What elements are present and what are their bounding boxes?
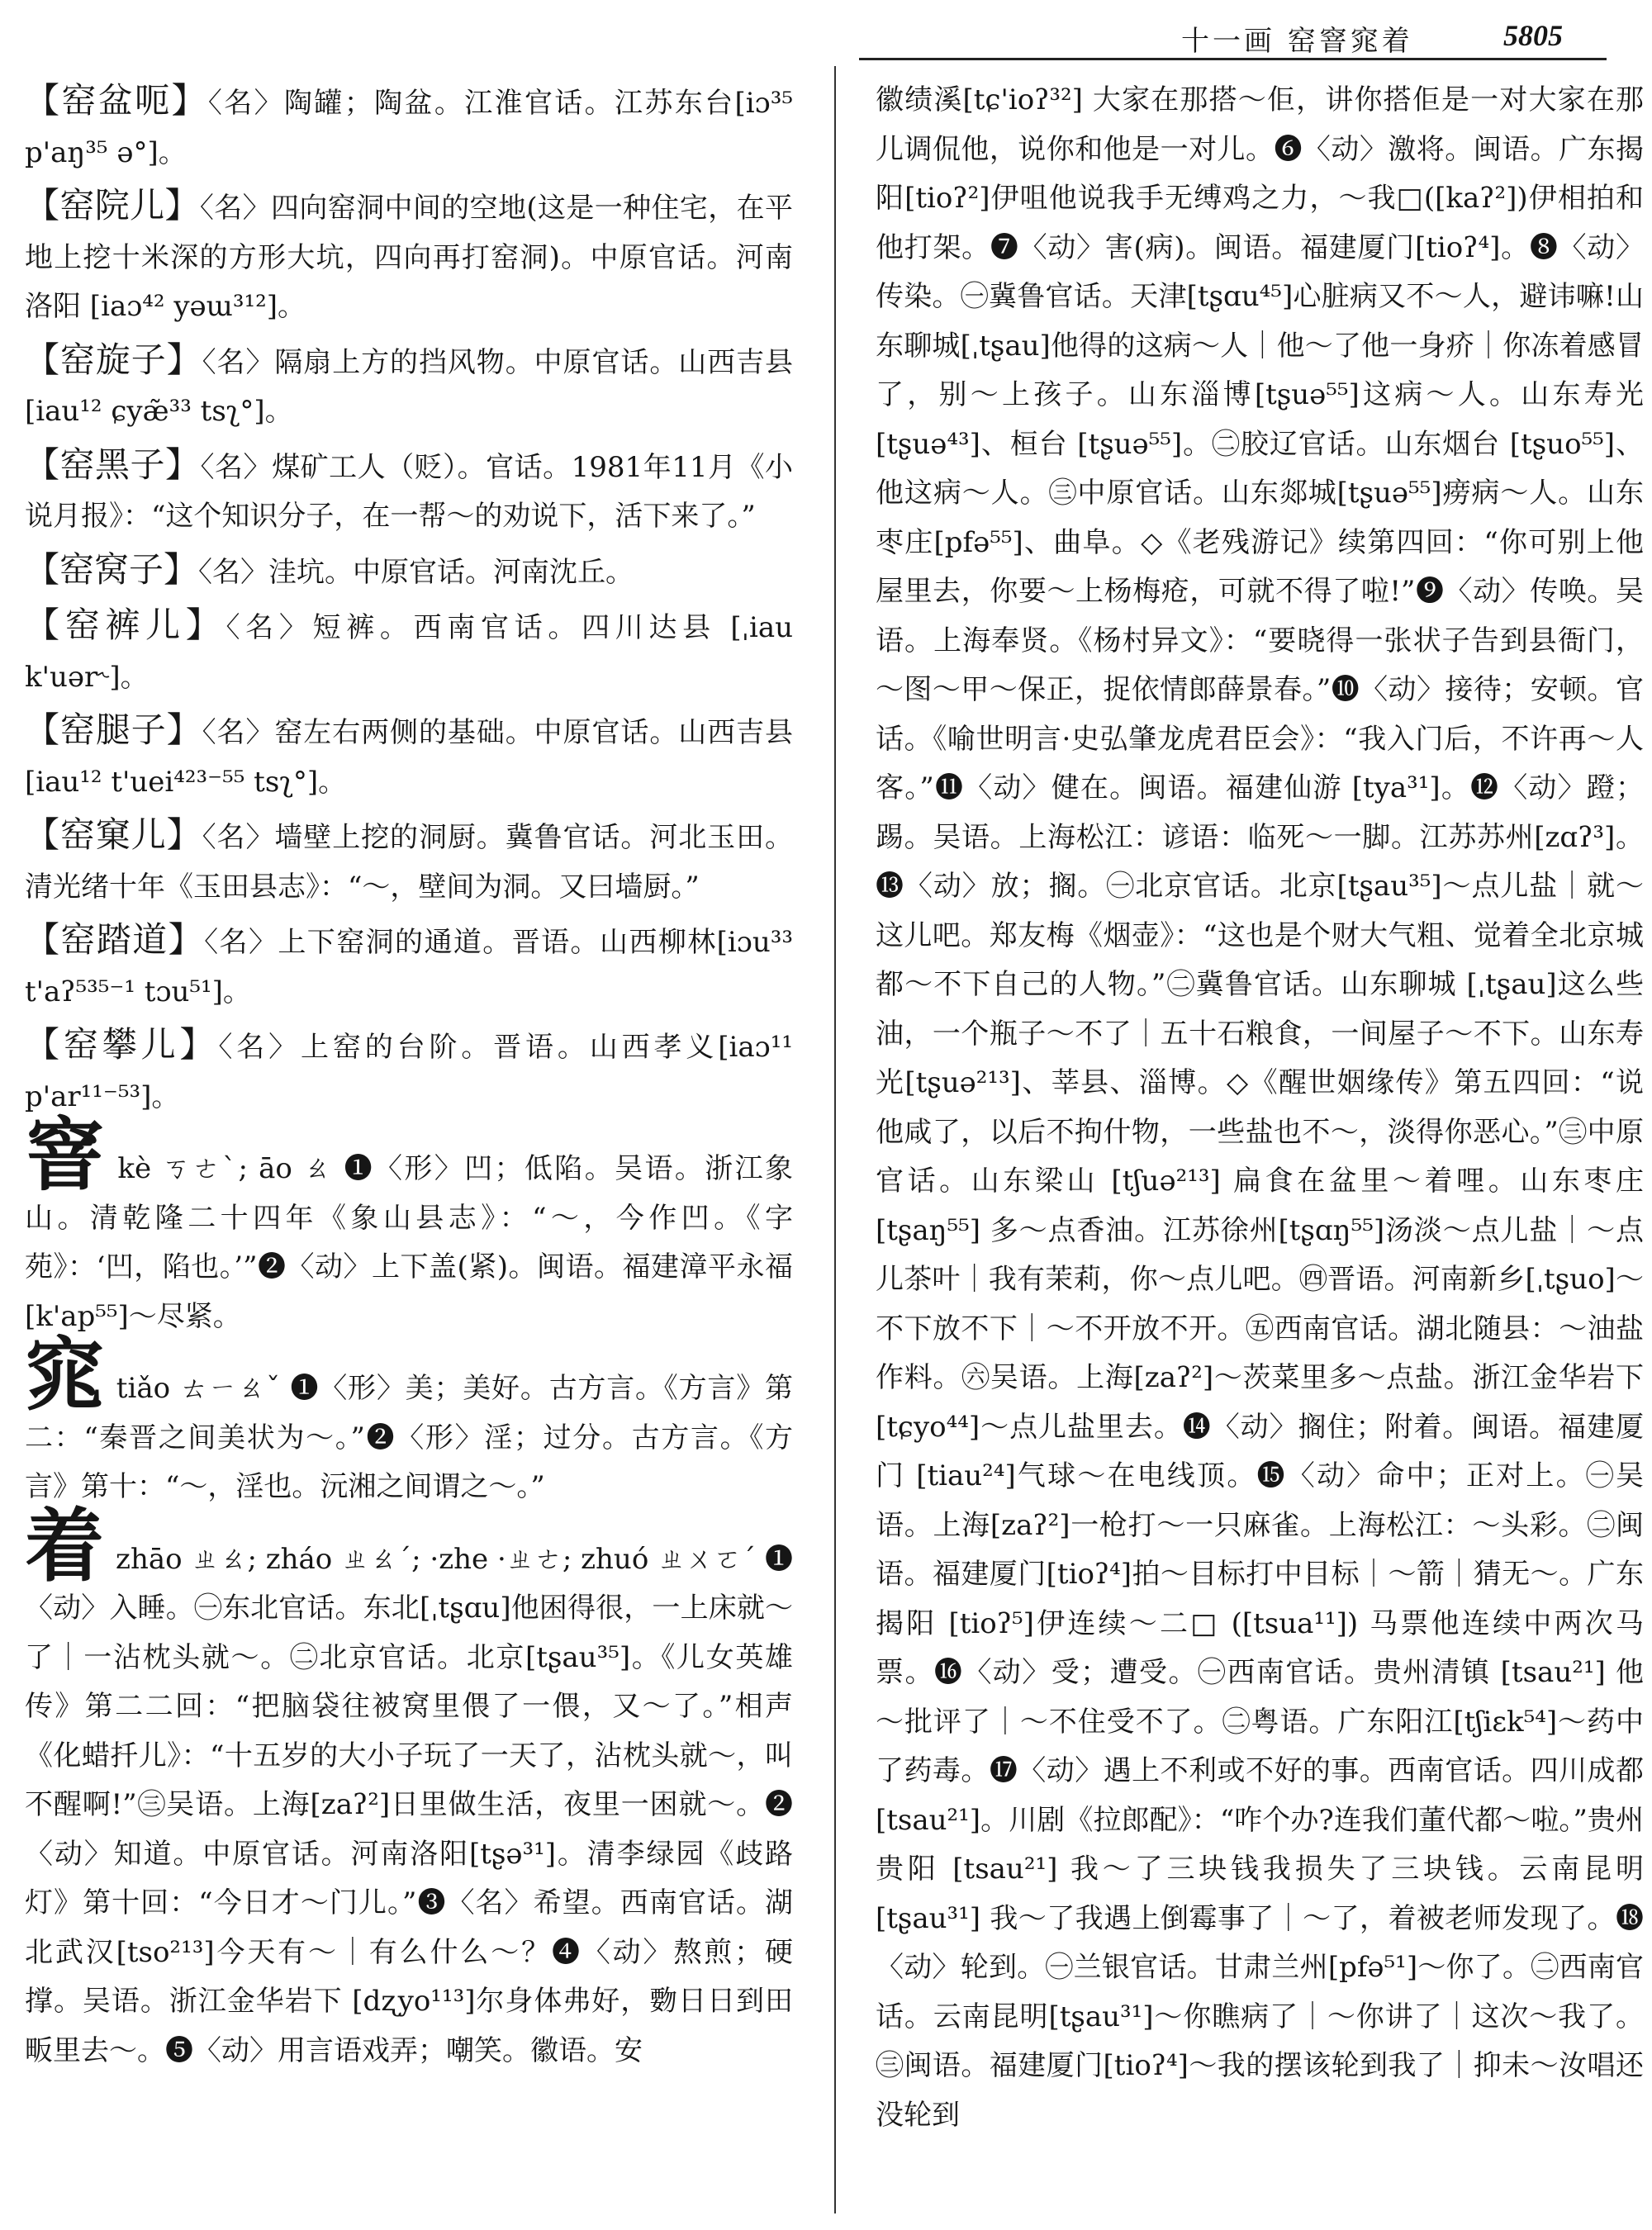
- entry-headword: 【窑攀儿】: [25, 1024, 219, 1065]
- entry-headword: 【窑踏道】: [25, 919, 205, 960]
- left-column: [25, 76, 793, 2079]
- entry-headword: 【窑旋子】: [25, 339, 202, 380]
- dictionary-entry: [25, 915, 793, 1017]
- column-divider: [834, 66, 836, 2213]
- entry-headword: 【窑腿子】: [25, 709, 202, 750]
- entry-headword: 【窑裤儿】: [25, 605, 226, 645]
- character-entry: [25, 1498, 794, 2076]
- dictionary-entry: [25, 600, 793, 702]
- character-definition: kè ㄎㄜˋ; āo ㄠ ❶〈形〉凹；低陷。吴语。浙江象山。清乾隆二十四年《象山县志》：“～，今作凹。《字苑》：‘凹，陷也。’”❷〈动〉上下盖(紧)。闽语。福建漳平永福[k'ap⁵⁵]～尽紧。: [25, 1152, 793, 1333]
- character-headword: 窕: [25, 1328, 105, 1421]
- entry-definition: 〈名〉窑左右两侧的基础。中原官话。山西吉县[iau¹² t'uei⁴²³⁻⁵⁵ tsʅ°]。: [25, 716, 793, 799]
- entry-headword: 【窑窠儿】: [25, 814, 202, 855]
- dictionary-entry: [25, 1020, 793, 1122]
- dictionary-entry: [25, 440, 793, 542]
- character-definition: zhāo ㄓㄠ; zháo ㄓㄠˊ; ·zhe ·ㄓㄜ; zhuó ㄓㄨㄛˊ ❶〈动〉入睡。㊀东北官话。东北[ˌtʂɑu]他困得很，一上床就～了｜一沾枕头就～。㊁北京官话。北京[tʂau³⁵]。《儿女英雄传》第二二回：“把脑袋往被窝里偎了一偎，又～了。”相声《化蜡扦儿》：“十五岁的大小子玩了一天了，沾枕头就～，叫不醒啊!”㊂吴语。上海[zaʔ²]日里做生活，夜里一困就～。❷〈动〉知道。中原官话。河南洛阳[tʂə³¹]。清李绿园《歧路灯》第十回：“今日才～门儿。”❸〈名〉希望。西南官话。湖北武汉[tso²¹³]今天有～｜有么什么～？❹〈动〉熬煎；硬撑。吴语。浙江金华岩下 [dʐyo¹¹³]尔身体弗好，覅日日到田畈里去～。❺〈动〉用言语戏弄；嘲笑。徽语。安: [25, 1542, 794, 2067]
- entry-definition: 〈名〉陶罐；陶盆。江淮官话。江苏东台[iɔ³⁵ p'aŋ³⁵ ə°]。: [25, 87, 793, 169]
- dictionary-entry: [25, 76, 793, 178]
- entry-definition: 〈名〉短裤。西南官话。四川达县 [ˌiau k'uər˞]。: [25, 611, 793, 694]
- character-entry: [25, 1108, 793, 1341]
- entry-definition: 〈名〉上窑的台阶。晋语。山西孝义[iaɔ¹¹ p'ar¹¹⁻⁵³]。: [25, 1031, 793, 1113]
- entry-definition: 〈名〉四向窑洞中间的空地(这是一种住宅，在平地上挖十米深的方形大坑，四向再打窑洞)。中原官话。河南洛阳 [iaɔ⁴² yəɯ³¹²]。: [25, 192, 793, 323]
- entry-definition: 〈名〉隔扇上方的挡风物。中原官话。山西吉县[iau¹² ɕyæ̃³³ tsʅ°]。: [25, 345, 793, 428]
- entry-headword: 【窑院儿】: [25, 185, 200, 225]
- page-header: [859, 12, 1602, 58]
- character-entry: [25, 1328, 793, 1512]
- dictionary-entry: [25, 810, 793, 912]
- entry-continuation: 徽绩溪[tɕ'ioʔ³²] 大家在那搭～佢，讲你搭佢是一对大家在那儿调侃他，说你和他是一对儿。❻〈动〉激将。闽语。广东揭阳[tioʔ²]伊咀他说我手无缚鸡之力，～我□([kaʔ²])伊相拍和他打架。❼〈动〉害(病)。闽语。福建厦门[tioʔ⁴]。❽〈动〉传染。㊀冀鲁官话。天津[tʂɑu⁴⁵]心脏病又不～人，避讳嘛!山东聊城[ˌtʂau]他得的这病～人｜他～了他一身疥｜你冻着感冒了，别～上孩子。山东淄博[tʂuə⁵⁵]这病～人。山东寿光[tʂuə⁴³]、桓台 [tʂuə⁵⁵]。㊁胶辽官话。山东烟台 [tʂuo⁵⁵]、他这病～人。㊂中原官话。山东郯城[tʂuə⁵⁵]痨病～人。山东枣庄[pfə⁵⁵]、曲阜。◇《老残游记》续第四回：“你可别上他屋里去，你要～上杨梅疮，可就不得了啦!”❾〈动〉传唤。吴语。上海奉贤。《杨村异文》：“要晓得一张状子告到县衙门，～图～甲～保正，捉依情郎薛景春。”❿〈动〉接待；安顿。官话。《喻世明言·史弘肇龙虎君臣会》：“我入门后，不许再～人客。”⓫〈动〉健在。闽语。福建仙游 [tya³¹]。⓬〈动〉蹬；踢。吴语。上海松江：谚语：临死～一脚。江苏苏州[zɑʔ³]。⓭〈动〉放；搁。㊀北京官话。北京[tʂau³⁵]～点儿盐｜就～这儿吧。郑友梅《烟壶》：“这也是个财大气粗、觉着全北京城都～不下自己的人物。”㊁冀鲁官话。山东聊城 [ˌtʂau]这么些油，一个瓶子～不了｜五十石粮食，一间屋子～不下。山东寿光[tʂuə²¹³]、莘县、淄博。◇《醒世姻缘传》第五四回：“说他咸了，以后不拘什物，一些盐也不～，淡得你恶心。”㊂中原官话。山东梁山 [tʃuə²¹³] 扁食在盆里～着哩。山东枣庄[tʂaŋ⁵⁵] 多～点香油。江苏徐州[tʂɑŋ⁵⁵]汤淡～点儿盐｜～点儿茶叶｜我有茉莉，你～点儿吧。㊃晋语。河南新乡[ˌtʂuo]～不下放不下｜～不开放不开。㊄西南官话。湖北随县：～油盐作料。㊅吴语。上海[zaʔ²]～茨菜里多～点盐。浙江金华岩下[tɕyo⁴⁴]～点儿盐里去。⓮〈动〉搁住；附着。闽语。福建厦门 [tiau²⁴]气球～在电线顶。⓯〈动〉命中；正对上。㊀吴语。上海[zaʔ²]一枪打～一只麻雀。上海松江：～头彩。㊁闽语。福建厦门[tioʔ⁴]拍～目标打中目标｜～箭｜猜无～。广东揭阳 [tioʔ⁵]伊连续～二□ ([tsua¹¹]) 马票他连续中两次马票。⓰〈动〉受；遭受。㊀西南官话。贵州清镇 [tsau²¹] 他～批评了｜～不住受不了。㊁粤语。广东阳江[tʃiɛk⁵⁴]～药中了药毒。⓱〈动〉遇上不利或不好的事。西南官话。四川成都[tsau²¹]。川剧《拉郎配》：“咋个办?连我们董代都～啦。”贵州贵阳 [tsau²¹] 我～了三块钱我损失了三块钱。云南昆明 [tʂau³¹] 我～了我遇上倒霉事了｜～了，着被老师发现了。⓲〈动〉轮到。㊀兰银官话。甘肃兰州[pfə⁵¹]～你了。㊁西南官话。云南昆明[tʂau³¹]～你瞧病了｜～你讲了｜这次～我了。㊂闽语。福建厦门[tioʔ⁴]～我的摆该轮到我了｜抑未～汝唱还没轮到: [876, 83, 1644, 2132]
- right-column: [876, 76, 1644, 2140]
- character-headword: 窨: [25, 1108, 107, 1202]
- page-number: 5805: [1503, 19, 1563, 52]
- dictionary-entry: [25, 181, 793, 332]
- entry-definition: 〈名〉煤矿工人（贬）。官话。1981年11月《小说月报》：“这个知识分子，在一帮～的劝说下，活下来了。”: [25, 450, 793, 533]
- running-title: 十一画 窑窨窕着: [1181, 25, 1413, 58]
- entry-headword: 【窑盆呃】: [25, 80, 208, 121]
- dictionary-entry: [25, 545, 793, 598]
- entry-definition: 〈名〉洼坑。中原官话。河南沈丘。: [198, 555, 634, 589]
- dictionary-entry: [25, 335, 793, 437]
- entry-definition: 〈名〉墙壁上挖的洞厨。冀鲁官话。河北玉田。清光绪十年《玉田县志》：“～，壁间为洞。又曰墙厨。”: [25, 821, 793, 904]
- character-definition: tiǎo ㄊㄧㄠˇ ❶〈形〉美；美好。古方言。《方言》第二：“秦晋之间美状为～。”❷〈形〉淫；过分。古方言。《方言》第十：“～，淫也。沅湘之间谓之～。”: [25, 1372, 793, 1503]
- entry-headword: 【窑窝子】: [25, 548, 199, 590]
- header-rule: [859, 58, 1607, 60]
- character-headword: 着: [25, 1498, 105, 1592]
- entry-headword: 【窑黑子】: [25, 444, 201, 485]
- dictionary-entry: [25, 705, 793, 807]
- entry-definition: 〈名〉上下窑洞的通道。晋语。山西柳林[iɔu³³ t'aʔ⁵³⁵⁻¹ tɔu⁵¹]。: [25, 926, 793, 1008]
